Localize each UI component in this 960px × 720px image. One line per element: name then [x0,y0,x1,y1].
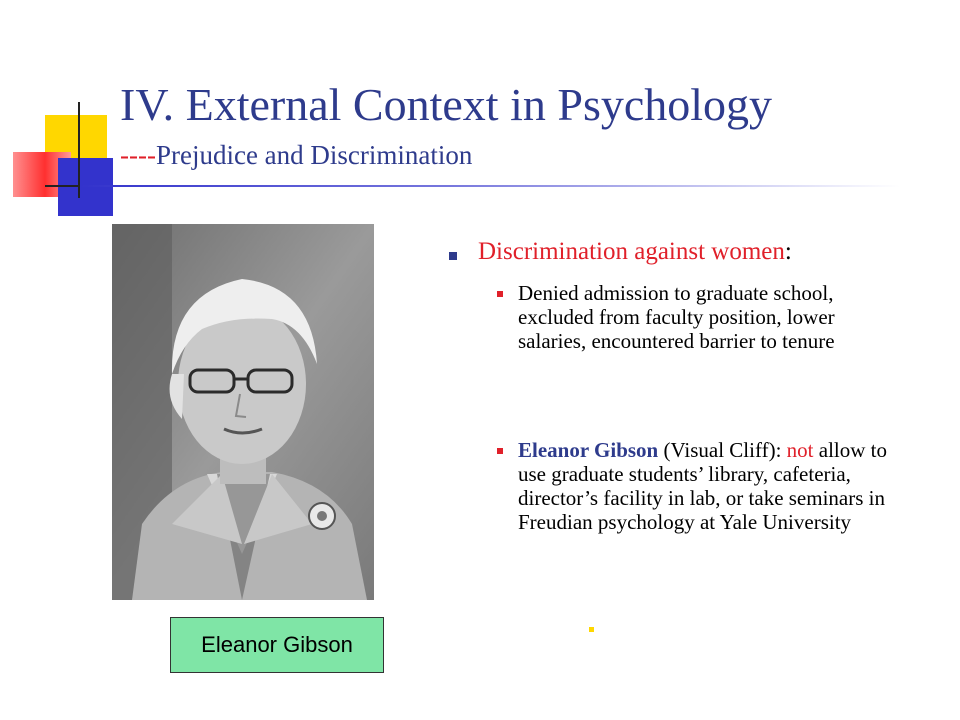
slide-subtitle [120,140,472,171]
title-underline [80,185,900,187]
portrait-photo [112,224,374,600]
portrait-illustration [112,224,374,600]
slide-title: IV. External Context in Psychology [120,79,773,130]
gibson-not: not [786,438,814,462]
sub-bullet-square-icon [497,448,503,454]
subtitle-text: Prejudice and Discrimination [155,140,473,170]
sub-bullet-square-icon [497,291,503,297]
main-bullet-colon: : [784,238,792,265]
empty-bullet-square-icon [589,627,594,632]
bullet-square-icon [449,252,457,260]
photo-caption: Eleanor Gibson [170,617,384,673]
sub-bullet-2 [518,438,898,534]
gibson-rest: allow to use graduate students’ library, cafeteria, director’s facility in lab, or take seminars in Freudian psychology at Yale University [518,438,887,534]
gibson-paren: (Visual Cliff): [658,438,787,462]
main-bullet-text: Discrimination against women [478,238,785,265]
decor-blue-square [58,158,113,216]
subtitle-dashes: ---- [120,140,156,170]
decor-vertical-line [78,102,80,198]
gibson-name: Eleanor Gibson [518,438,659,462]
main-bullet [478,238,792,266]
sub-bullet-1: Denied admission to graduate school, excluded from faculty position, lower salaries, encountered barrier to tenure [518,281,835,353]
